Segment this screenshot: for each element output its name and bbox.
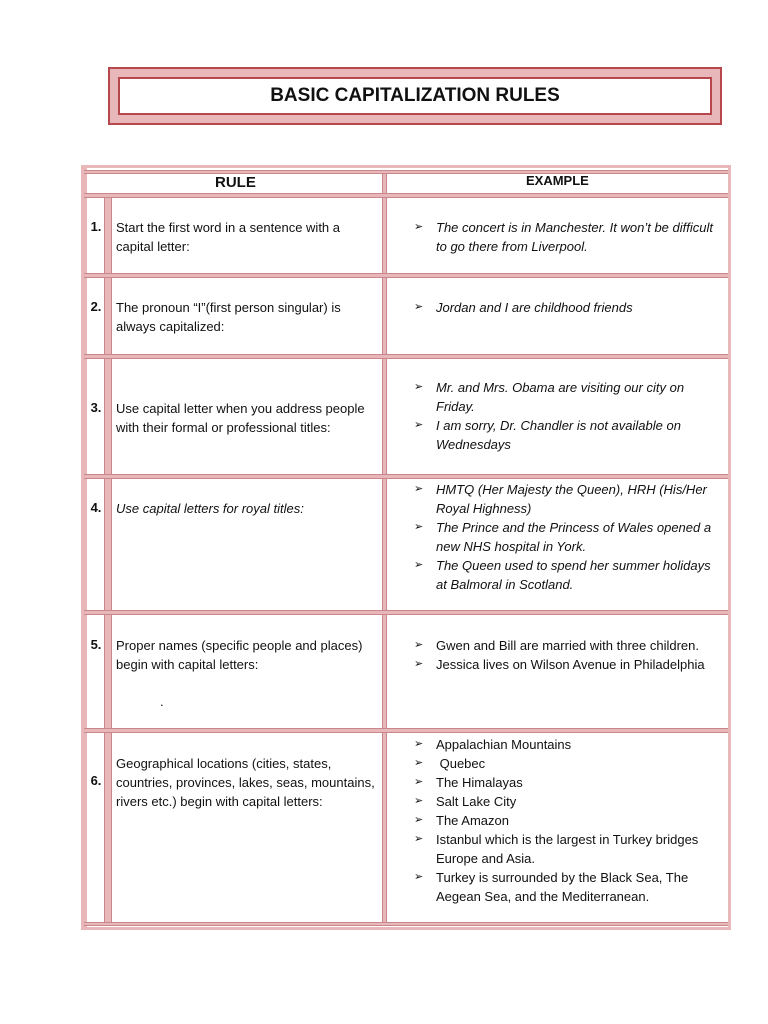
row-number: 2. [90, 299, 102, 314]
list-item: ➢ Gwen and Bill are married with three children. [414, 638, 700, 653]
list-item: ➢ Jessica lives on Wilson Avenue in Philadelphia [414, 657, 705, 672]
arrowhead-icon: ➢ [414, 483, 424, 495]
row-number: 4. [90, 500, 102, 515]
table-bottom-border [84, 922, 728, 926]
arrowhead-icon: ➢ [414, 658, 424, 670]
example-list [412, 378, 724, 454]
arrowhead-icon: ➢ [414, 776, 424, 788]
arrowhead-icon: ➢ [414, 738, 424, 750]
arrowhead-icon: ➢ [414, 871, 424, 883]
arrowhead-icon: ➢ [414, 221, 424, 233]
rule-text: Use capital letters for royal titles: [116, 501, 304, 516]
rule-text: Start the first word in a sentence with a capital letter: [116, 220, 340, 254]
row-divider [84, 474, 728, 479]
arrowhead-icon: ➢ [414, 814, 424, 826]
rule-text: Geographical locations (cities, states, countries, provinces, lakes, seas, mountains, rivers etc.) begin with capital letters: [116, 756, 375, 809]
arrowhead-icon: ➢ [414, 795, 424, 807]
title-box [108, 67, 722, 125]
rule-text: Use capital letter when you address people with their formal or professional titles: [116, 401, 365, 435]
arrowhead-icon: ➢ [414, 381, 424, 393]
row-divider [84, 728, 728, 733]
row-divider [84, 610, 728, 615]
row-number: 1. [90, 219, 102, 234]
rule-text: Proper names (specific people and places) begin with capital letters: [116, 638, 363, 672]
row-number: 6. [90, 773, 102, 788]
arrowhead-icon: ➢ [414, 559, 424, 571]
list-item: ➢ The Amazon [414, 813, 509, 828]
list-item: ➢ Appalachian Mountains [414, 737, 572, 752]
arrowhead-icon: ➢ [414, 757, 424, 769]
row-number: 3. [90, 400, 102, 415]
example-list [412, 636, 724, 674]
list-item: ➢ Salt Lake City [414, 794, 517, 809]
list-item: ➢ Mr. and Mrs. Obama are visiting our city on Friday. [414, 380, 685, 414]
header-divider [84, 193, 728, 198]
row-divider [84, 273, 728, 278]
header-rule: RULE [215, 174, 256, 191]
example-list [412, 735, 724, 906]
column-divider [382, 174, 387, 924]
example-list [412, 298, 724, 317]
list-item: ➢ Quebec [414, 756, 486, 771]
list-item: ➢ Turkey is surrounded by the Black Sea, The Aegean Sea, and the Mediterranean. [414, 870, 689, 904]
arrowhead-icon: ➢ [414, 639, 424, 651]
header-example: EXAMPLE [526, 173, 589, 188]
list-item: ➢ Jordan and I are childhood friends [414, 300, 633, 315]
list-item: ➢ Istanbul which is the largest in Turkey bridges Europe and Asia. [414, 832, 699, 866]
page-title: BASIC CAPITALIZATION RULES [118, 77, 712, 115]
arrowhead-icon: ➢ [414, 521, 424, 533]
table-top-border [84, 170, 728, 174]
list-item: ➢ The Prince and the Princess of Wales opened a new NHS hospital in York. [414, 520, 712, 554]
arrowhead-icon: ➢ [414, 419, 424, 431]
example-list [412, 218, 724, 256]
arrowhead-icon: ➢ [414, 301, 424, 313]
list-item: ➢ I am sorry, Dr. Chandler is not available on Wednesdays [414, 418, 681, 452]
number-column-divider [104, 197, 112, 922]
rule-text: The pronoun “I”(first person singular) is always capitalized: [116, 300, 341, 334]
list-item: ➢ The concert is in Manchester. It won’t be difficult to go there from Liverpool. [414, 220, 713, 254]
arrowhead-icon: ➢ [414, 833, 424, 845]
list-item: ➢ HMTQ (Her Majesty the Queen), HRH (His/Her Royal Highness) [414, 482, 707, 516]
stray-dot: . [160, 694, 164, 709]
example-list [412, 480, 724, 594]
list-item: ➢ The Himalayas [414, 775, 523, 790]
row-divider [84, 354, 728, 359]
list-item: ➢ The Queen used to spend her summer holidays at Balmoral in Scotland. [414, 558, 711, 592]
table-left-border [84, 168, 87, 927]
row-number: 5. [90, 637, 102, 652]
